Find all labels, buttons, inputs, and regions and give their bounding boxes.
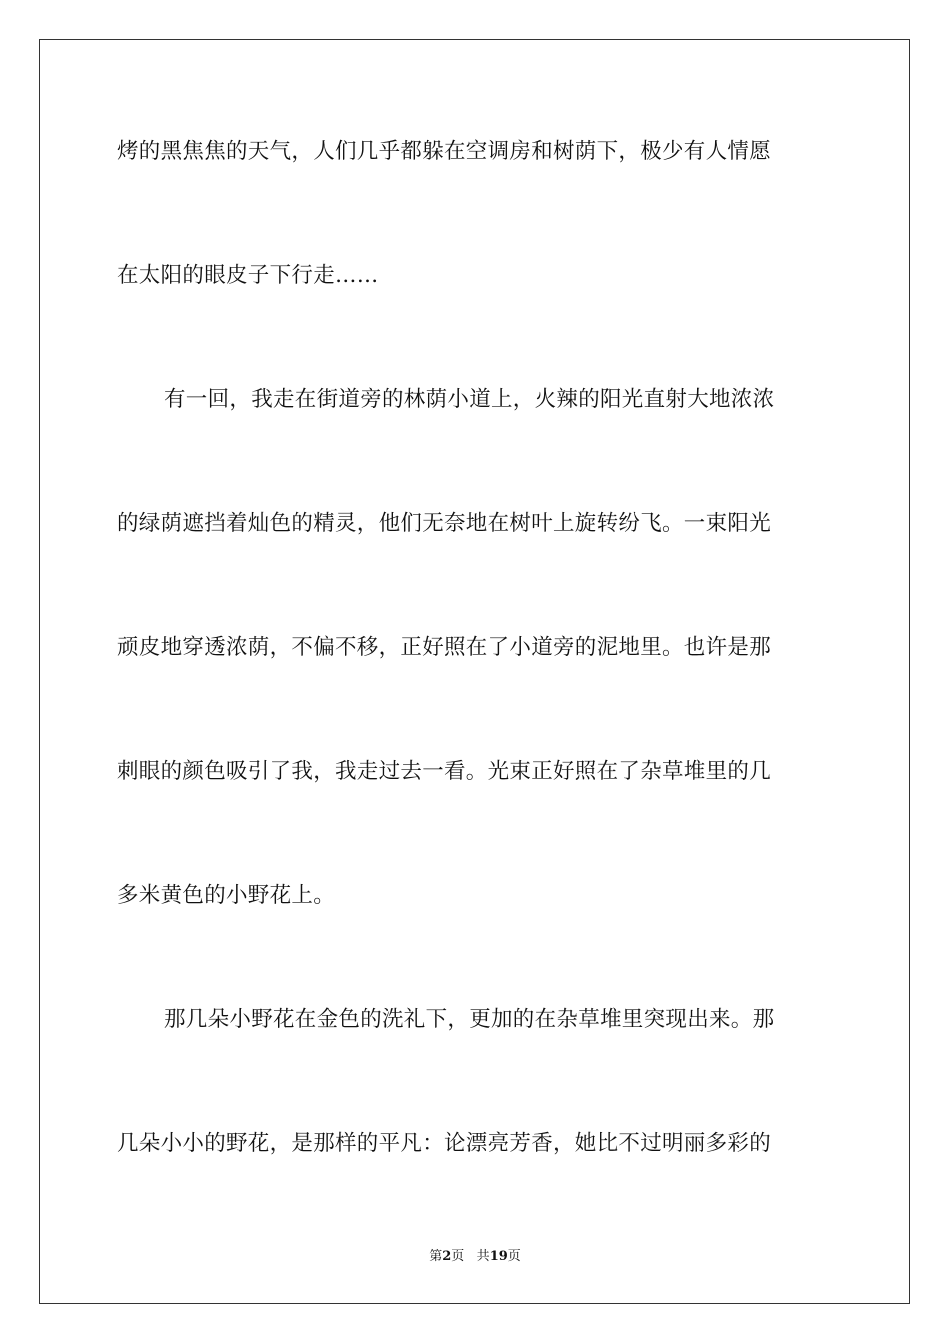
footer-total-suffix: 页 xyxy=(507,1249,521,1264)
text-line-1: 烤的黑焦焦的天气，人们几乎都躲在空调房和树荫下，极少有人情愿 xyxy=(117,139,772,164)
page-footer xyxy=(0,1249,950,1265)
text-line-2: 在太阳的眼皮子下行走…… xyxy=(117,263,379,288)
text-line-6: 刺眼的颜色吸引了我，我走过去一看。光束正好照在了杂草堆里的几 xyxy=(117,759,772,784)
text-line-9: 几朵小小的野花，是那样的平凡：论漂亮芳香，她比不过明丽多彩的 xyxy=(117,1131,772,1156)
text-line-4: 的绿荫遮挡着灿色的精灵，他们无奈地在树叶上旋转纷飞。一束阳光 xyxy=(117,511,772,536)
text-line-5: 顽皮地穿透浓荫，不偏不移，正好照在了小道旁的泥地里。也许是那 xyxy=(117,635,772,660)
footer-page-prefix: 第 xyxy=(429,1249,443,1264)
text-line-7: 多米黄色的小野花上。 xyxy=(117,883,336,908)
footer-total-pages: 19 xyxy=(489,1249,508,1264)
footer-page-suffix: 页 xyxy=(451,1249,465,1264)
text-line-8-paragraph-start: 那几朵小野花在金色的洗礼下，更加的在杂草堆里突现出来。那 xyxy=(164,1007,775,1032)
text-line-3-paragraph-start: 有一回，我走在街道旁的林荫小道上，火辣的阳光直射大地浓浓 xyxy=(164,387,775,412)
footer-total-prefix: 共 xyxy=(476,1249,490,1264)
footer-page-number: 2 xyxy=(442,1249,452,1264)
page-border xyxy=(39,39,910,1304)
